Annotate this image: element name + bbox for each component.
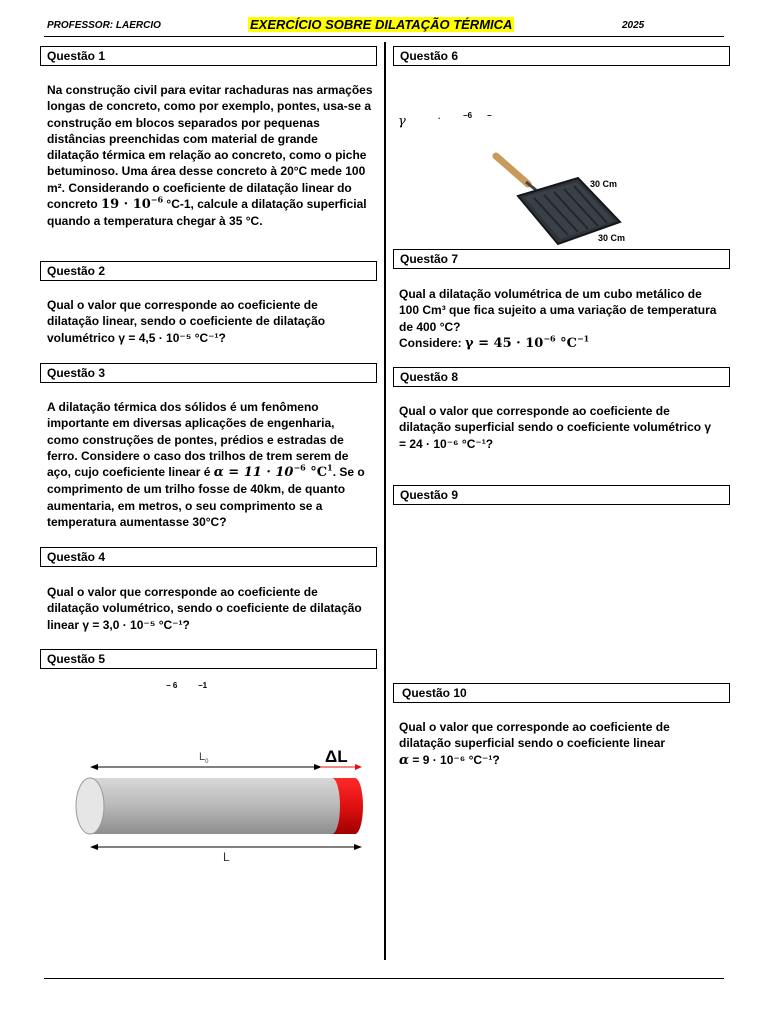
question-8-header: [393, 367, 730, 387]
question-1-text-b: , calcule a dilatação superficial quando a temperatura chegar à 35 °C.: [47, 197, 367, 229]
professor-label: PROFESSOR: LAERCIO: [47, 20, 161, 31]
question-7-coef: $\gamma = 45 \cdot 10^{-6}$ $^\circ C^{-1}$: [465, 333, 590, 351]
question-8-label: Questão 8: [400, 370, 459, 384]
label-delta-l: ΔL: [325, 747, 348, 766]
question-5-label: Questão 5: [47, 652, 106, 666]
question-8-text: Qual o valor que corresponde ao coeficiente de dilatação superficial sendo o coeficiente volumétrico γ = 24 · 10⁻⁶ °C⁻¹?: [399, 404, 712, 451]
question-2-text: Qual o valor que corresponde ao coeficiente de dilatação linear, sendo o coeficiente de dilatação volumétrico γ = 4,5 · 10⁻⁵ °C⁻¹?: [47, 298, 326, 345]
question-7-label: Questão 7: [400, 252, 459, 266]
question-5-fragment-a: − 6: [166, 681, 178, 690]
question-2-header: [40, 261, 377, 281]
question-10-alpha: α: [399, 752, 410, 768]
question-9-header: [393, 485, 730, 505]
question-5-header: [40, 649, 377, 669]
question-1-label: Questão 1: [47, 49, 106, 63]
question-3-text-b: . Se o comprimento de um trilho fosse de 40km, de quanto aumentaria, em metros, o seu comprimento se a temperatura aumentasse 30°C?: [47, 465, 365, 530]
question-1-text-a: Na construção civil para evitar rachaduras nas armações longas de concreto, como por exemplo, pontes, usa-se a construção em blocos separados por pequenas distâncias preenchidas com material de grande dilatação térmica em relação ao concreto, como o piche betuminoso. Uma área desse concreto à 20°C mede 100 m². Considerando o coeficiente de dilatação linear do concreto: [47, 83, 373, 212]
question-10-value: = 9 · 10⁻⁶ °C⁻¹?: [409, 752, 500, 767]
question-6-fragment-dash: −: [487, 111, 492, 120]
cylinder-face: [76, 778, 104, 834]
question-6-label: Questão 6: [400, 49, 459, 63]
grill-pan-image: [490, 150, 630, 246]
question-6-fragment-dot: ·: [438, 114, 441, 123]
question-5-fragment-b: −1: [198, 681, 208, 690]
dimension-bottom: 30 Cm: [598, 233, 626, 243]
question-3-coef: $\alpha = 11 \cdot 10^{-6}$ $^\circ C^1$: [213, 462, 333, 481]
pan-handle: [496, 156, 528, 184]
question-6-header: [393, 46, 730, 66]
question-3-header: [40, 363, 377, 383]
question-1-text: [47, 82, 373, 230]
question-1-header: [40, 46, 377, 66]
question-3-text: [47, 399, 365, 530]
question-7-text: Qual a dilatação volumétrica de um cubo metálico de 100 Cm³ que fica sujeito a uma variação de temperatura de 400 °C? Considere: $\gamma = 45 \cdot 10^{-6}$ $^\circ C^{-1}$: [399, 287, 717, 351]
question-1-coef: $19 \cdot 10^{-6}$ °C-1: [101, 194, 191, 213]
question-6-fragment-exp: −6: [463, 111, 473, 120]
cylinder-body: [90, 778, 340, 834]
question-9-label: Questão 9: [400, 488, 459, 502]
year-label: 2025: [622, 20, 645, 31]
question-3-text-a: A dilatação térmica dos sólidos é um fenômeno importante em diversas aplicações de engenharia, como construções de pontes, prédios e estradas de ferro. Considere o caso dos trilhos de trem serem de aço, cujo coeficiente linear é: [47, 400, 349, 480]
footer-rule: [44, 978, 724, 979]
question-10-text: Qual o valor que corresponde ao coeficiente de dilatação superficial sendo o coeficiente linear α = 9 · 10⁻⁶ °C⁻¹?: [399, 720, 670, 768]
question-7-header: [393, 249, 730, 269]
header-rule: [44, 36, 724, 37]
label-l0: $L_0$: [199, 751, 209, 766]
question-3-label: Questão 3: [47, 366, 106, 380]
question-10-label: Questão 10: [402, 686, 467, 700]
page-title: EXERCÍCIO SOBRE DILATAÇÃO TÉRMICA: [250, 17, 513, 32]
question-2-label: Questão 2: [47, 264, 106, 278]
question-4-label: Questão 4: [47, 550, 106, 564]
column-divider: [384, 42, 386, 960]
question-4-header: [40, 547, 377, 567]
question-4-text: Qual o valor que corresponde ao coeficiente de dilatação volumétrico, sendo o coeficiente de dilatação linear γ = 3,0 · 10⁻⁵ °C⁻¹?: [47, 585, 362, 632]
question-10-header: [393, 683, 730, 703]
dimension-top: 30 Cm: [590, 179, 618, 189]
label-l: L: [223, 850, 230, 864]
question-6-fragment-gamma: γ: [398, 114, 406, 129]
